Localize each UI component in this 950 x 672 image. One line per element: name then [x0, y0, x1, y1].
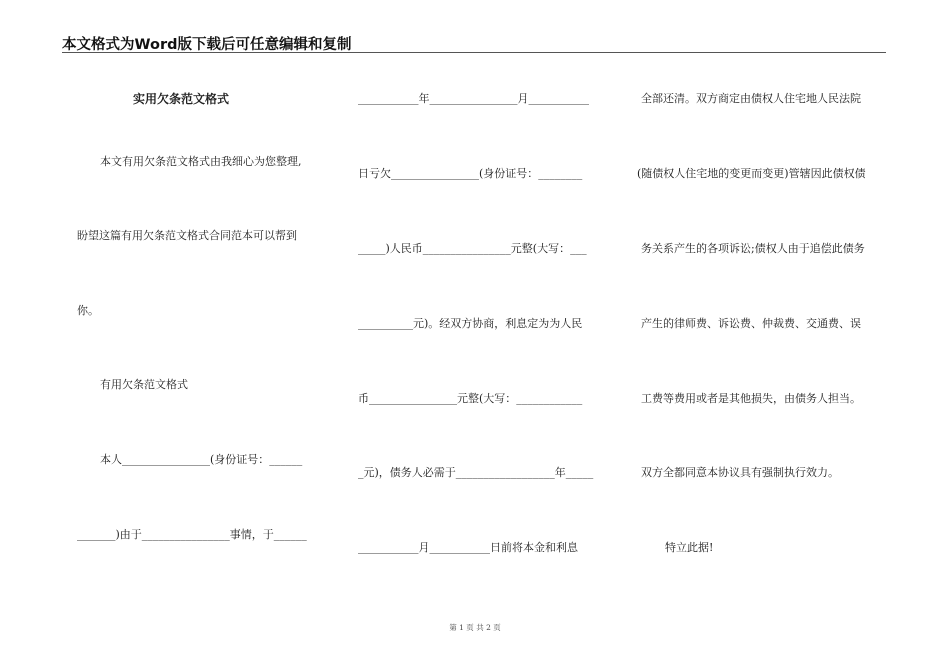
page-number: 第 1 页 共 2 页	[449, 623, 501, 632]
paragraph-line: 产生的律师费、诉讼费、仲裁费、交通费、误	[641, 317, 861, 330]
paragraph-line: _______)由于________________事情，于______	[77, 528, 307, 541]
paragraph-line: 本文有用欠条范文格式由我细心为您整理,	[100, 155, 302, 168]
section-heading: 有用欠条范文格式	[100, 378, 188, 391]
paragraph-line: 务关系产生的各项诉讼;债权人由于追偿此债务	[641, 242, 865, 255]
paragraph-line: ___________月___________日前将本金和利息	[358, 541, 578, 554]
paragraph-line: _____)人民币________________元整(大写：___	[358, 242, 587, 255]
paragraph-line: 日亏欠________________(身份证号：________	[358, 167, 583, 180]
paragraph-line: 全部还清。双方商定由债权人住宅地人民法院	[641, 92, 861, 105]
paragraph-line: 币________________元整(大写：____________	[358, 392, 583, 405]
doc-title: 实用欠条范文格式	[133, 92, 230, 106]
paragraph-line: 你。	[77, 304, 99, 317]
paragraph-line: 工费等费用或者是其他损失，由债务人担当。	[641, 392, 861, 405]
header-text: 本文格式为Word版下载后可任意编辑和复制	[62, 37, 352, 53]
paragraph-line: 双方全都同意本协议具有强制执行效力。	[641, 466, 839, 479]
paragraph-line: 本人________________(身份证号：______	[100, 453, 303, 466]
paragraph-line: (随债权人住宅地的变更而变更)管辖因此债权债	[637, 167, 866, 180]
closing-line: 特立此据!	[665, 541, 714, 554]
paragraph-line: ___________年________________月___________	[358, 92, 589, 105]
paragraph-line: _元)，债务人必需于__________________年_____	[358, 466, 594, 479]
paragraph-line: 盼望这篇有用欠条范文格式合同范本可以帮到	[77, 229, 297, 242]
header-divider	[62, 52, 886, 53]
paragraph-line: __________元)。经双方协商，利息定为为人民	[358, 317, 583, 330]
